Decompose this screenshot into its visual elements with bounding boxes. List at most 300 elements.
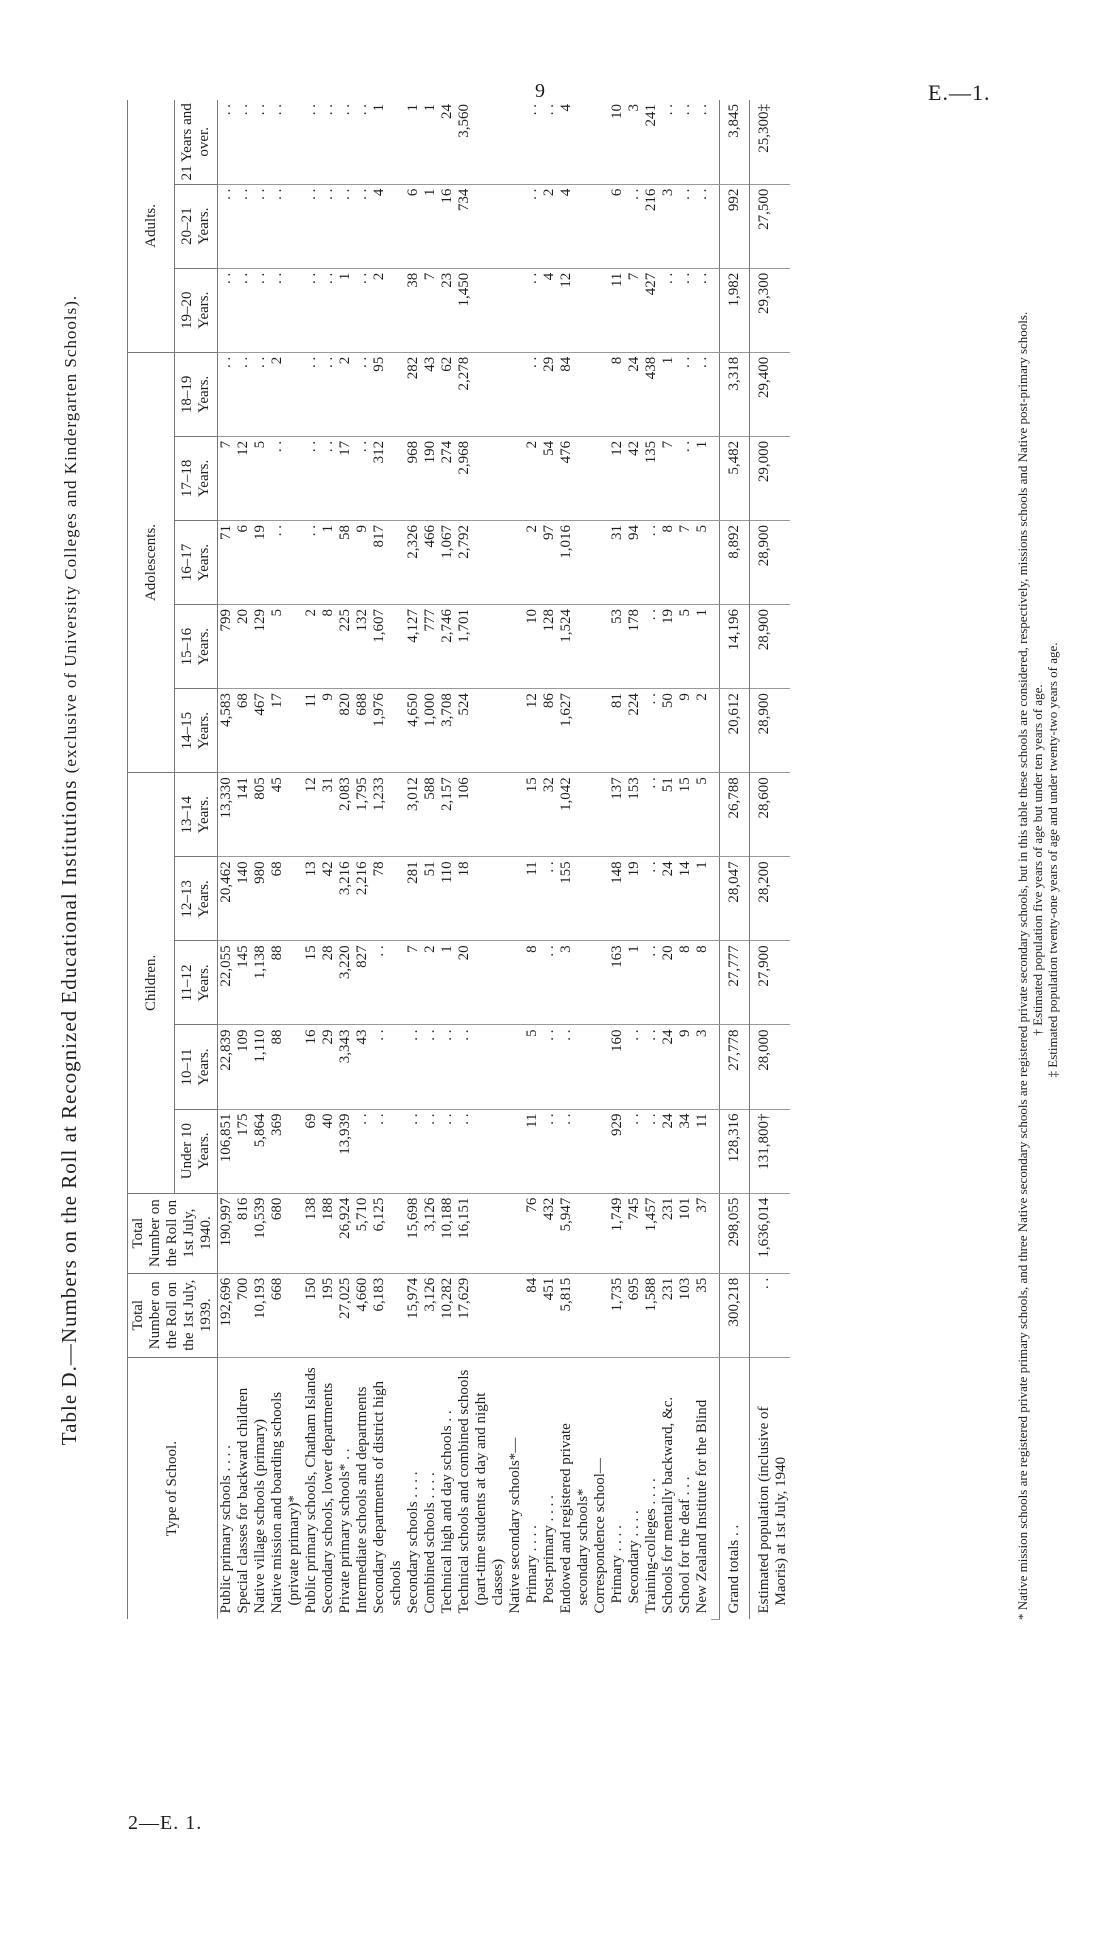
row-value xyxy=(507,184,524,268)
row-value: 5 xyxy=(694,520,711,604)
row-value: . . xyxy=(677,436,694,520)
row-value: . . xyxy=(235,352,252,436)
row-value: . . xyxy=(677,352,694,436)
row-type-label: Native mission and boarding schools (private primary)* xyxy=(269,1391,302,1614)
row-value: 53 xyxy=(609,605,626,689)
row-value: 8 xyxy=(694,941,711,1025)
table-row xyxy=(660,100,677,1620)
row-value: 695 xyxy=(626,1273,643,1357)
row-value: 5,710 xyxy=(354,1193,371,1273)
row-value: 1,588 xyxy=(643,1273,660,1357)
row-value: 15 xyxy=(677,773,694,857)
row-value xyxy=(592,857,609,941)
row-value: 10,539 xyxy=(252,1193,269,1273)
row-value: 225 xyxy=(337,605,354,689)
row-value: 5 xyxy=(252,436,269,520)
row-value: . . xyxy=(643,773,660,857)
row-value: . . xyxy=(303,268,320,352)
row-value: 29 xyxy=(320,1025,337,1109)
row-value: 106 xyxy=(456,773,507,857)
row-value: 799 xyxy=(218,605,236,689)
table-row xyxy=(677,100,694,1620)
row-value: . . xyxy=(269,268,303,352)
row-value: 700 xyxy=(235,1273,252,1357)
row-value: 9 xyxy=(320,689,337,773)
row-value: . . xyxy=(303,184,320,268)
row-value: 68 xyxy=(235,689,252,773)
row-value: 1,735 xyxy=(609,1273,626,1357)
row-value: 3 xyxy=(694,1025,711,1109)
row-value: . . xyxy=(524,352,541,436)
footnote-dagger: † Estimated population five years of age but under ten years of age. xyxy=(1030,684,1045,1036)
row-value: . . xyxy=(371,941,405,1025)
spacer-cell xyxy=(711,1025,720,1109)
row-value: . . xyxy=(337,184,354,268)
spacer-cell xyxy=(711,605,720,689)
row-type-label: Endowed and registered private secondary schools* xyxy=(558,1423,591,1614)
spacer-cell xyxy=(711,520,720,604)
row-value: 9 xyxy=(677,689,694,773)
row-value: 153 xyxy=(626,773,643,857)
row-value: 6,183 xyxy=(371,1273,405,1357)
header-age-9: 18–19 Years. xyxy=(175,352,218,436)
row-value: . . xyxy=(524,100,541,184)
row-value: 155 xyxy=(558,857,592,941)
row-value: 451 xyxy=(541,1273,558,1357)
row-value: 1 xyxy=(422,100,439,184)
row-value: 3,845 xyxy=(720,100,750,184)
spacer-cell xyxy=(711,184,720,268)
row-type-label: Secondary schools . . . . xyxy=(405,1471,421,1614)
row-value: . . xyxy=(541,857,558,941)
row-value: 1,627 xyxy=(558,689,592,773)
table-row xyxy=(354,100,371,1620)
row-value: 3 xyxy=(558,941,592,1025)
row-value: 427 xyxy=(643,268,660,352)
table-body xyxy=(218,100,791,1620)
table-row xyxy=(643,100,660,1620)
row-value: 19 xyxy=(252,520,269,604)
row-value xyxy=(592,941,609,1025)
row-value: 6 xyxy=(609,184,626,268)
row-value: 31 xyxy=(609,520,626,604)
row-value: 777 xyxy=(422,605,439,689)
row-value: 1,795 xyxy=(354,773,371,857)
table-row xyxy=(609,100,626,1620)
row-value: . . xyxy=(337,100,354,184)
row-value: 27,500 xyxy=(750,184,791,268)
row-value: 1,457 xyxy=(643,1193,660,1273)
row-value: . . xyxy=(320,352,337,436)
row-type-label: Primary . . . . xyxy=(609,1525,625,1604)
row-value: 76 xyxy=(524,1193,541,1273)
row-value: 1,701 xyxy=(456,605,507,689)
row-value: 22,839 xyxy=(218,1025,236,1109)
table-title-main: Table D.—Numbers on the Roll at Recognized Educational Institutions xyxy=(57,779,81,1446)
row-value: . . xyxy=(235,100,252,184)
row-value: . . xyxy=(524,184,541,268)
spacer-cell xyxy=(711,1193,720,1273)
row-value: . . xyxy=(252,100,269,184)
row-value: 1 xyxy=(439,941,456,1025)
row-value: 15 xyxy=(303,941,320,1025)
row-value: . . xyxy=(558,1109,592,1193)
row-value xyxy=(507,1109,524,1193)
row-value: 1 xyxy=(320,520,337,604)
header-age-2: 11–12 Years. xyxy=(175,941,218,1025)
row-value: 2 xyxy=(524,436,541,520)
row-value: 29 xyxy=(541,352,558,436)
row-value: 524 xyxy=(456,689,507,773)
row-value: 817 xyxy=(371,520,405,604)
table-row xyxy=(507,100,524,1620)
spacer-cell xyxy=(711,773,720,857)
row-value: 3,708 xyxy=(439,689,456,773)
row-value xyxy=(507,1193,524,1273)
row-value: . . xyxy=(252,184,269,268)
row-value: 103 xyxy=(677,1273,694,1357)
row-value: 680 xyxy=(269,1193,303,1273)
row-value: 19 xyxy=(660,605,677,689)
row-value: 1 xyxy=(660,352,677,436)
row-value: 1,524 xyxy=(558,605,592,689)
row-value xyxy=(507,857,524,941)
row-value: 2,216 xyxy=(354,857,371,941)
row-value: 1,233 xyxy=(371,773,405,857)
row-value: . . xyxy=(422,1109,439,1193)
spacer-cell xyxy=(711,1357,720,1619)
row-value xyxy=(592,520,609,604)
row-value: 28,900 xyxy=(750,689,791,773)
row-value: 2 xyxy=(541,184,558,268)
row-value: 1 xyxy=(405,100,422,184)
row-value: 27,778 xyxy=(720,1025,750,1109)
spacer-cell xyxy=(711,436,720,520)
row-value: 10,282 xyxy=(439,1273,456,1357)
row-value: 12 xyxy=(235,436,252,520)
header-type-of-school: Type of School. xyxy=(128,1357,218,1619)
spacer-cell xyxy=(711,941,720,1025)
row-value: 816 xyxy=(235,1193,252,1273)
row-value: . . xyxy=(371,1025,405,1109)
row-value: 129 xyxy=(252,605,269,689)
row-value: . . xyxy=(269,100,303,184)
row-value xyxy=(592,436,609,520)
row-value: 820 xyxy=(337,689,354,773)
row-value: 131,800† xyxy=(750,1109,791,1193)
row-value: 16 xyxy=(303,1025,320,1109)
row-value: . . xyxy=(456,1109,507,1193)
row-value: 81 xyxy=(609,689,626,773)
row-value: 5,815 xyxy=(558,1273,592,1357)
header-group-adolescents: Adolescents. xyxy=(128,352,175,772)
row-value: 163 xyxy=(609,941,626,1025)
row-value: 51 xyxy=(422,857,439,941)
row-value: 805 xyxy=(252,773,269,857)
row-value: . . xyxy=(303,352,320,436)
row-value: 4,660 xyxy=(354,1273,371,1357)
table-row xyxy=(422,100,439,1620)
row-value: 7 xyxy=(677,520,694,604)
row-value: 11 xyxy=(303,689,320,773)
header-age-10: 19–20 Years. xyxy=(175,268,218,352)
row-value: 24 xyxy=(660,857,677,941)
row-value: 88 xyxy=(269,941,303,1025)
row-value xyxy=(507,605,524,689)
row-value: . . xyxy=(541,1109,558,1193)
header-age-4: 13–14 Years. xyxy=(175,773,218,857)
row-type-label: Estimated population (inclusive of Maoris) at 1st July, 1940 xyxy=(756,1406,789,1614)
row-value: 8,892 xyxy=(720,520,750,604)
row-value: 1 xyxy=(422,184,439,268)
row-value: . . xyxy=(541,941,558,1025)
row-value: . . xyxy=(643,689,660,773)
row-value: 11 xyxy=(524,857,541,941)
row-type-label: New Zealand Institute for the Blind xyxy=(694,1399,710,1614)
header-age-6: 15–16 Years. xyxy=(175,605,218,689)
header-age-7: 16–17 Years. xyxy=(175,520,218,604)
row-value: . . xyxy=(354,184,371,268)
row-value: 9 xyxy=(354,520,371,604)
row-value: 188 xyxy=(320,1193,337,1273)
row-value: 12 xyxy=(303,773,320,857)
row-value: . . xyxy=(269,436,303,520)
row-value: 109 xyxy=(235,1025,252,1109)
row-value: 1 xyxy=(371,100,405,184)
row-value: 734 xyxy=(456,184,507,268)
row-value: 29,000 xyxy=(750,436,791,520)
row-value xyxy=(592,1273,609,1357)
table-row xyxy=(337,100,354,1620)
row-value: . . xyxy=(303,436,320,520)
row-value: 9 xyxy=(677,1025,694,1109)
row-value: 69 xyxy=(303,1109,320,1193)
row-value: 78 xyxy=(371,857,405,941)
row-type-label: Secondary departments of district high schools xyxy=(371,1381,404,1614)
row-value: 1 xyxy=(694,605,711,689)
table-row xyxy=(558,100,592,1620)
row-value: 2,278 xyxy=(456,352,507,436)
row-value: 17 xyxy=(269,689,303,773)
row-value: 12 xyxy=(524,689,541,773)
row-value: . . xyxy=(439,1109,456,1193)
row-value: . . xyxy=(320,100,337,184)
row-value: . . xyxy=(235,268,252,352)
row-value: 4,127 xyxy=(405,605,422,689)
row-value: 24 xyxy=(660,1109,677,1193)
row-value xyxy=(507,100,524,184)
row-value: 4,650 xyxy=(405,689,422,773)
row-value: 86 xyxy=(541,689,558,773)
row-value: 20 xyxy=(660,941,677,1025)
row-value: 68 xyxy=(269,857,303,941)
row-value: 4 xyxy=(558,184,592,268)
row-value: 62 xyxy=(439,352,456,436)
row-value: 148 xyxy=(609,857,626,941)
row-type-label: Native secondary schools*— xyxy=(507,1437,523,1614)
row-value: 827 xyxy=(354,941,371,1025)
row-value: 3,012 xyxy=(405,773,422,857)
row-value: 1,749 xyxy=(609,1193,626,1273)
row-value: 17 xyxy=(337,436,354,520)
row-value: 1,138 xyxy=(252,941,269,1025)
row-value: . . xyxy=(320,268,337,352)
row-value xyxy=(592,1193,609,1273)
row-value: 7 xyxy=(405,941,422,1025)
row-value: 106,851 xyxy=(218,1109,236,1193)
row-value: 150 xyxy=(303,1273,320,1357)
row-type-label: Correspondence school— xyxy=(592,1458,608,1614)
row-value: 29,400 xyxy=(750,352,791,436)
row-value: 137 xyxy=(609,773,626,857)
row-type-label: Primary . . . . xyxy=(524,1525,540,1604)
row-value: 5,482 xyxy=(720,436,750,520)
row-value: . . xyxy=(371,1109,405,1193)
row-value: 140 xyxy=(235,857,252,941)
row-value: 10 xyxy=(524,605,541,689)
row-value: 20 xyxy=(456,941,507,1025)
spacer-row xyxy=(711,100,720,1620)
row-value: 3,560 xyxy=(456,100,507,184)
row-type-label: Public primary schools . . . . xyxy=(218,1445,234,1614)
row-value: . . xyxy=(643,520,660,604)
row-value: 745 xyxy=(626,1193,643,1273)
row-type-label: Native village schools (primary) xyxy=(252,1418,268,1614)
row-value: 4 xyxy=(541,268,558,352)
row-value: 668 xyxy=(269,1273,303,1357)
spacer-cell xyxy=(711,1273,720,1357)
spacer-cell xyxy=(711,268,720,352)
row-value: . . xyxy=(252,268,269,352)
row-value: 1 xyxy=(626,941,643,1025)
row-value: 15,698 xyxy=(405,1193,422,1273)
row-value: 8 xyxy=(677,941,694,1025)
roll-table xyxy=(127,100,790,1620)
row-value: 8 xyxy=(609,352,626,436)
row-value: 968 xyxy=(405,436,422,520)
row-type-label: Technical schools and combined schools (part-time students at day and night classes) xyxy=(456,1369,506,1614)
row-value: 18 xyxy=(456,857,507,941)
row-value: 1,982 xyxy=(720,268,750,352)
table-row xyxy=(405,100,422,1620)
row-value: 27,025 xyxy=(337,1273,354,1357)
row-value: 8 xyxy=(320,605,337,689)
row-value: 2 xyxy=(303,605,320,689)
row-value: 20 xyxy=(235,605,252,689)
row-value: 2,326 xyxy=(405,520,422,604)
footer-reference: 2—E. 1. xyxy=(128,1812,203,1834)
row-value: . . xyxy=(694,268,711,352)
spacer-cell xyxy=(711,689,720,773)
row-value: 160 xyxy=(609,1025,626,1109)
row-value: 1,000 xyxy=(422,689,439,773)
row-value: 5,947 xyxy=(558,1193,592,1273)
row-value: 14,196 xyxy=(720,605,750,689)
row-value: 128,316 xyxy=(720,1109,750,1193)
row-value: 1,636,014 xyxy=(750,1193,791,1273)
row-value: 2 xyxy=(694,689,711,773)
row-value: . . xyxy=(269,184,303,268)
row-value: 54 xyxy=(541,436,558,520)
row-value: . . xyxy=(320,436,337,520)
row-value: 31 xyxy=(320,773,337,857)
row-value: 4,583 xyxy=(218,689,236,773)
row-value: 1 xyxy=(694,857,711,941)
row-value: 12 xyxy=(558,268,592,352)
footnotes xyxy=(1015,100,1060,1620)
row-type-label: Secondary . . . . xyxy=(626,1510,642,1604)
header-age-11: 20–21 Years. xyxy=(175,184,218,268)
row-value: 5 xyxy=(694,773,711,857)
row-value: . . xyxy=(677,100,694,184)
row-value: 24 xyxy=(439,100,456,184)
row-value: 3,126 xyxy=(422,1273,439,1357)
row-value: . . xyxy=(354,268,371,352)
row-value: 3 xyxy=(626,100,643,184)
row-value: . . xyxy=(541,100,558,184)
row-value: 11 xyxy=(609,268,626,352)
row-value: 1,607 xyxy=(371,605,405,689)
row-value: . . xyxy=(643,857,660,941)
table-row xyxy=(720,100,750,1620)
row-value: 1,450 xyxy=(456,268,507,352)
row-value: . . xyxy=(694,352,711,436)
row-value: 28 xyxy=(320,941,337,1025)
row-value: 588 xyxy=(422,773,439,857)
row-value: 231 xyxy=(660,1193,677,1273)
header-age-3: 12–13 Years. xyxy=(175,857,218,941)
row-value: . . xyxy=(303,100,320,184)
row-value: 5 xyxy=(524,1025,541,1109)
row-value xyxy=(507,436,524,520)
table-row xyxy=(269,100,303,1620)
row-value: 40 xyxy=(320,1109,337,1193)
row-value: 929 xyxy=(609,1109,626,1193)
table-row xyxy=(235,100,252,1620)
row-value: 980 xyxy=(252,857,269,941)
table-row xyxy=(252,100,269,1620)
row-value xyxy=(592,605,609,689)
spacer-cell xyxy=(711,100,720,184)
header-age-5: 14–15 Years. xyxy=(175,689,218,773)
row-value xyxy=(507,352,524,436)
row-value: 2 xyxy=(337,352,354,436)
row-value: . . xyxy=(405,1109,422,1193)
row-value: 3,216 xyxy=(337,857,354,941)
header-group-children: Children. xyxy=(128,773,175,1193)
row-value: 15,974 xyxy=(405,1273,422,1357)
row-value: 26,788 xyxy=(720,773,750,857)
row-value: 95 xyxy=(371,352,405,436)
row-value xyxy=(507,268,524,352)
row-value: 6 xyxy=(235,520,252,604)
row-value: 175 xyxy=(235,1109,252,1193)
row-value: 688 xyxy=(354,689,371,773)
row-value: 5,864 xyxy=(252,1109,269,1193)
spacer-cell xyxy=(711,857,720,941)
row-value: 16,151 xyxy=(456,1193,507,1273)
table-row xyxy=(218,100,236,1620)
row-value: . . xyxy=(541,1025,558,1109)
row-value: 432 xyxy=(541,1193,558,1273)
row-value: . . xyxy=(456,1025,507,1109)
row-value: 43 xyxy=(422,352,439,436)
table-row xyxy=(456,100,507,1620)
row-value: 190 xyxy=(422,436,439,520)
row-value: 282 xyxy=(405,352,422,436)
row-value: 28,600 xyxy=(750,773,791,857)
row-value: 3,318 xyxy=(720,352,750,436)
